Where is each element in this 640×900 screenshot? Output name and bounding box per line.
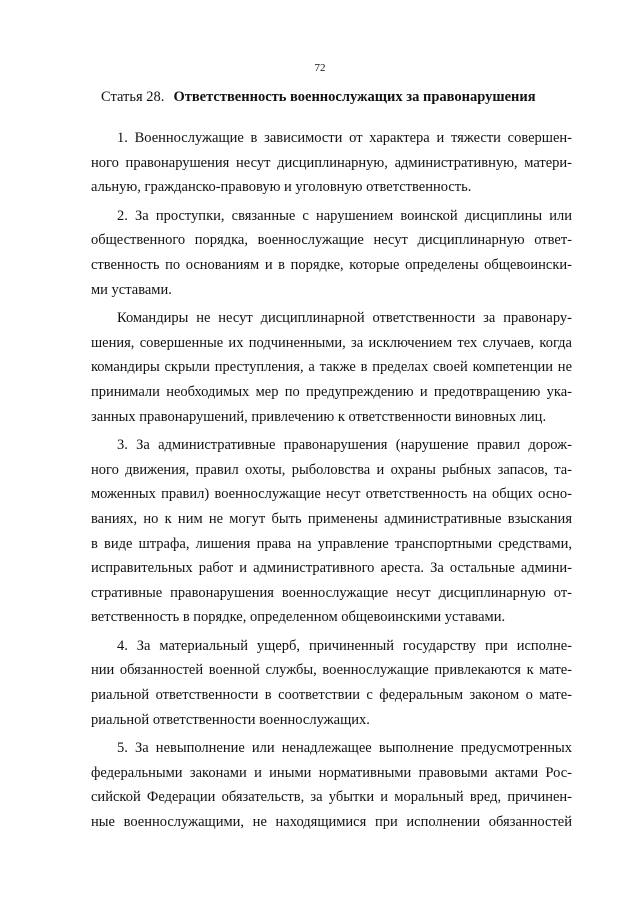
article-body	[91, 126, 572, 839]
text-line: в виде штрафа, лишения права на управление транспортными средствами,	[91, 535, 572, 552]
paragraph	[91, 634, 572, 732]
text-line: альную, гражданско-правовую и уголовную ответственность.	[91, 179, 472, 196]
text-line: 3. За административные правонарушения (нарушение правил дорож-	[117, 437, 572, 454]
text-line: стративные правонарушения военнослужащие несут дисциплинарную от-	[91, 584, 572, 601]
text-line: ные военнослужащими, не находящимися при исполнении обязанностей	[91, 814, 572, 831]
text-line: 2. За проступки, связанные с нарушением воинской дисциплины или	[117, 207, 572, 224]
paragraph	[91, 126, 572, 200]
paragraph	[91, 306, 572, 429]
text-line: ми уставами.	[91, 281, 172, 298]
text-line: 1. Военнослужащие в зависимости от характера и тяжести совершен-	[117, 130, 572, 146]
text-line: исправительных работ и административного ареста. За остальные админи-	[91, 560, 572, 577]
text-line: ственность по основаниям и в порядке, которые определены общевоински-	[91, 256, 572, 273]
text-line: ваниях, но к ним не могут быть применены административные взыскания	[91, 510, 572, 527]
text-line: 4. За материальный ущерб, причиненный государству при исполне-	[117, 637, 572, 654]
text-line: сийской Федерации обязательств, за убытки и моральный вред, причинен-	[91, 789, 572, 806]
text-line: ветственность в порядке, определенном общевоинскими уставами.	[91, 609, 506, 626]
paragraph	[91, 204, 572, 302]
text-line: риальной ответственности в соответствии с федеральным законом о мате-	[91, 687, 572, 704]
article-label: Статья 28.	[101, 89, 165, 105]
text-line: принимали необходимых мер по предупреждению и предотвращению ука-	[91, 383, 572, 400]
page-number: 72	[314, 62, 326, 74]
paragraph	[91, 433, 572, 630]
text-line: Командиры не несут дисциплинарной ответственности за правонару-	[117, 310, 572, 327]
text-line: шения, совершенные их подчиненными, за исключением тех случаев, когда	[91, 334, 572, 351]
text-line: командиры скрыли преступления, а также в пределах своей компетенции не	[91, 359, 572, 376]
article-title: Ответственность военнослужащих за правонарушения	[173, 89, 536, 105]
text-line: моженных правил) военнослужащие несут ответственность на общих осно-	[91, 486, 572, 503]
paragraph	[91, 736, 572, 834]
text-line: 5. За невыполнение или ненадлежащее выполнение предусмотренных	[117, 740, 572, 757]
article-heading	[101, 89, 536, 106]
text-line: риальной ответственности военнослужащих.	[91, 711, 370, 728]
text-line: общественного порядка, военнослужащие несут дисциплинарную ответ-	[91, 232, 572, 249]
text-line: ного правонарушения несут дисциплинарную, административную, матери-	[91, 154, 572, 171]
text-line: федеральными законами и иными нормативными правовыми актами Рос-	[91, 764, 572, 781]
text-line: нии обязанностей военной службы, военнослужащие привлекаются к мате-	[91, 662, 572, 679]
text-line: ного движения, правил охоты, рыболовства и охраны рыбных запасов, та-	[91, 461, 572, 478]
text-line: занных правонарушений, привлечению к ответственности виновных лиц.	[91, 408, 547, 425]
